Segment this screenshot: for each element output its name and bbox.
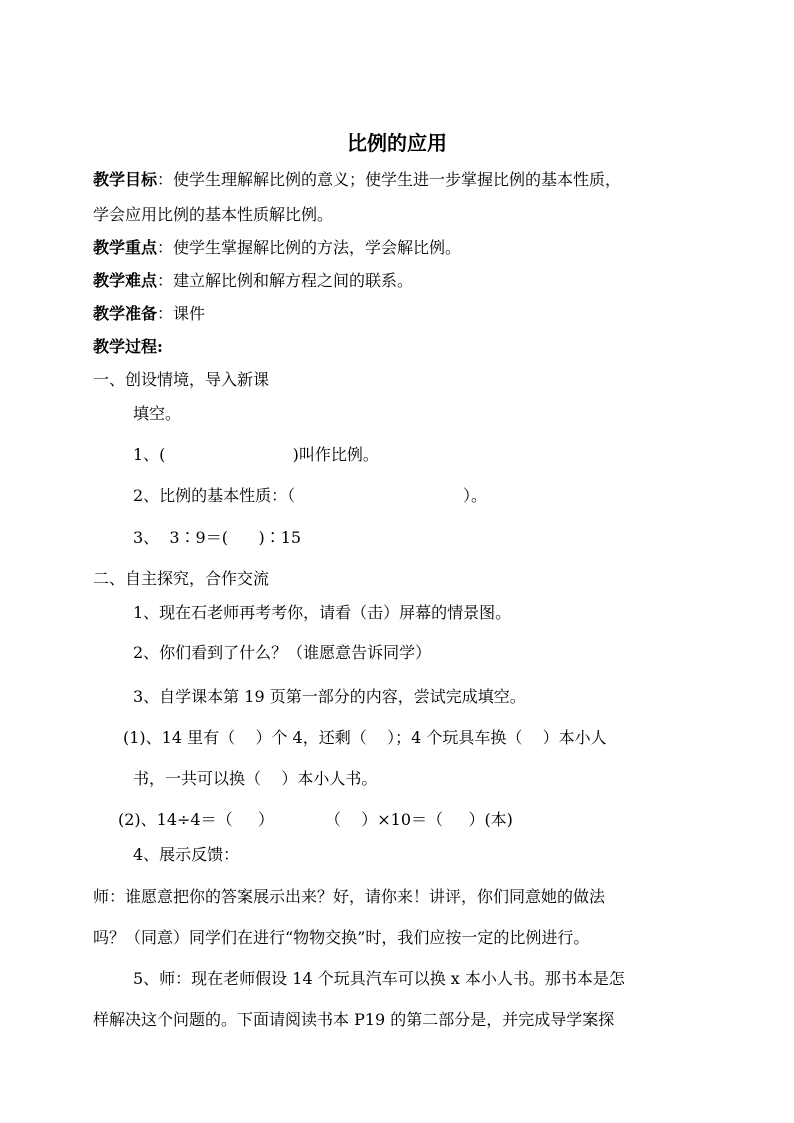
process-label: 教学过程 <box>93 337 158 356</box>
key-label: 教学重点 <box>93 238 158 257</box>
section2-sub1-line-2: 书，一共可以换（ ）本小人书。 <box>133 769 378 788</box>
section2-heading: 二、自主探究，合作交流 <box>93 569 270 588</box>
process-colon: : <box>157 337 163 356</box>
section2-item-4: 4、展示反馈： <box>133 845 240 864</box>
process-line <box>93 337 163 357</box>
difficulty-label: 教学难点 <box>93 271 158 290</box>
item5-line-2: 样解决这个问题的。下面请阅读书本 P19 的第二部分是，并完成导学案探 <box>93 1010 615 1029</box>
prep-line <box>93 304 205 324</box>
prep-text: ：课件 <box>157 304 206 323</box>
teacher-line-2: 吗？（同意）同学们在进行“物物交换”时，我们应按一定的比例进行。 <box>93 928 590 947</box>
difficulty-text: ：建立解比例和解方程之间的联系。 <box>157 271 414 290</box>
key-line <box>93 238 461 258</box>
goal-text-2: 学会应用比例的基本性质解比例。 <box>93 205 334 224</box>
question-2: 2、比例的基本性质：（ ）。 <box>133 486 488 505</box>
section2-item-2: 2、你们看到了什么？（谁愿意告诉同学） <box>133 643 432 662</box>
section2-item-3: 3、自学课本第 19 页第一部分的内容，尝试完成填空。 <box>133 687 526 706</box>
goal-label: 教学目标 <box>93 170 158 189</box>
teacher-line-1: 师：谁愿意把你的答案展示出来？好，请你来！讲评，你们同意她的做法 <box>93 887 606 906</box>
question-3: 3、 3∶9＝( )∶15 <box>133 528 302 547</box>
document-title: 比例的应用 <box>347 131 447 155</box>
goal-text-1: ：使学生理解解比例的意义；使学生进一步掌握比例的基本性质， <box>157 170 622 189</box>
prep-label: 教学准备 <box>93 304 158 323</box>
section2-sub1-line-1: (1)、14 里有（ ）个 4，还剩（ ）；4 个玩具车换（ ）本小人 <box>123 728 607 747</box>
question-1: 1、( )叫作比例。 <box>133 445 379 464</box>
section1-heading: 一、创设情境，导入新课 <box>93 370 270 389</box>
key-text: ：使学生掌握解比例的方法，学会解比例。 <box>157 238 462 257</box>
item5-line-1: 5、师：现在老师假设 14 个玩具汽车可以换 x 本小人书。那书本是怎 <box>133 969 625 988</box>
section2-sub2: (2)、14÷4＝（ ） （ ）×10＝（ ）(本) <box>118 810 513 829</box>
goal-line-1 <box>93 170 621 190</box>
fill-blank-instruction: 填空。 <box>133 404 182 423</box>
difficulty-line <box>93 271 413 291</box>
section2-item-1: 1、现在石老师再考考你，请看（击）屏幕的情景图。 <box>133 603 512 622</box>
